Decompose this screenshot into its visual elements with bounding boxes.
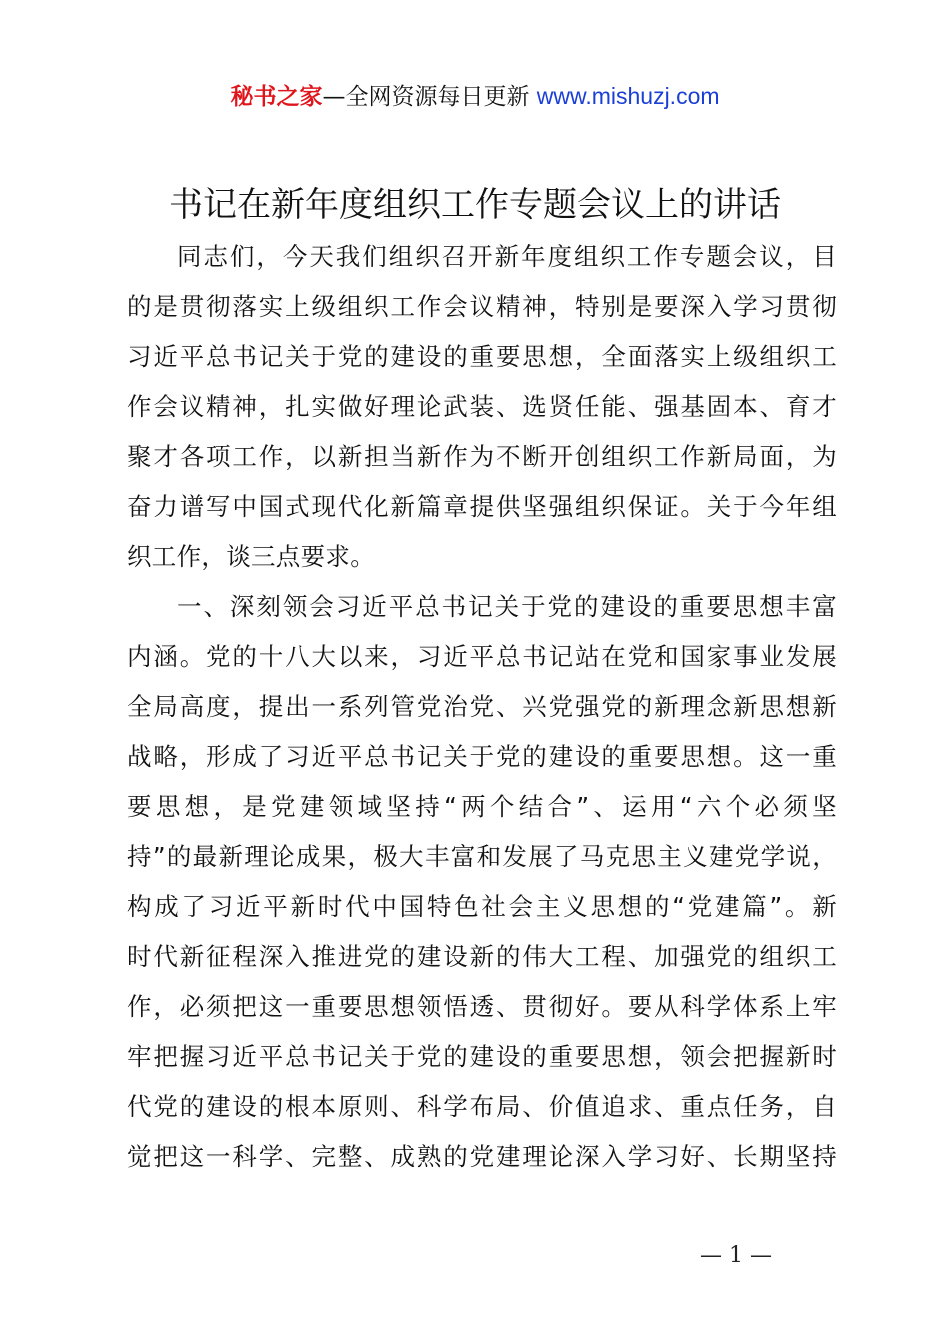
- paragraph-section-one: [127, 582, 837, 1182]
- header-slogan: —全网资源每日更新: [322, 84, 530, 110]
- text-line: 牢把握习近平总书记关于党的建设的重要思想，领会把握新时: [127, 1042, 837, 1071]
- brand-name: 秘书之家: [230, 84, 323, 110]
- text-line: 内涵。党的十八大以来，习近平总书记站在党和国家事业发展: [127, 642, 837, 671]
- paragraph-intro: [127, 232, 837, 582]
- text-line: 要思想，是党建领域坚持“两个结合”、运用“六个必须坚: [127, 792, 837, 821]
- text-line: 战略，形成了习近平总书记关于党的建设的重要思想。这一重: [127, 742, 837, 771]
- text-line: 时代新征程深入推进党的建设新的伟大工程、加强党的组织工: [127, 942, 837, 971]
- text-line: 代党的建设的根本原则、科学布局、价值追求、重点任务，自: [127, 1092, 837, 1121]
- text-line: 作，必须把这一重要思想领悟透、贯彻好。要从科学体系上牢: [127, 992, 837, 1021]
- text-line: 习近平总书记关于党的建设的重要思想，全面落实上级组织工: [127, 342, 837, 371]
- text-line: 作会议精神，扎实做好理论武装、选贤任能、强基固本、育才: [127, 392, 837, 421]
- text-line: 觉把这一科学、完整、成熟的党建理论深入学习好、长期坚持: [127, 1142, 837, 1171]
- text-line: 同志们，今天我们组织召开新年度组织工作专题会议，目: [177, 242, 837, 271]
- text-line: 的是贯彻落实上级组织工作会议精神，特别是要深入学习贯彻: [127, 292, 837, 321]
- text-line: 聚才各项工作，以新担当新作为不断开创组织工作新局面，为: [127, 442, 837, 471]
- text-line: 奋力谱写中国式现代化新篇章提供坚强组织保证。关于今年组: [127, 492, 837, 521]
- text-line: 织工作，谈三点要求。: [127, 542, 375, 571]
- text-line: 全局高度，提出一系列管党治党、兴党强党的新理念新思想新: [127, 692, 837, 721]
- document-title: 书记在新年度组织工作专题会议上的讲话: [169, 185, 781, 225]
- document-header: [0, 80, 950, 113]
- text-line: 一、深刻领会习近平总书记关于党的建设的重要思想丰富: [177, 592, 837, 621]
- text-line: 持”的最新理论成果，极大丰富和发展了马克思主义建党学说，: [127, 842, 837, 871]
- document-body: [127, 232, 837, 1182]
- page-number: — 1 —: [700, 1243, 772, 1268]
- header-url[interactable]: www.mishuzj.com: [536, 83, 720, 109]
- text-line: 构成了习近平新时代中国特色社会主义思想的“党建篇”。新: [127, 892, 837, 921]
